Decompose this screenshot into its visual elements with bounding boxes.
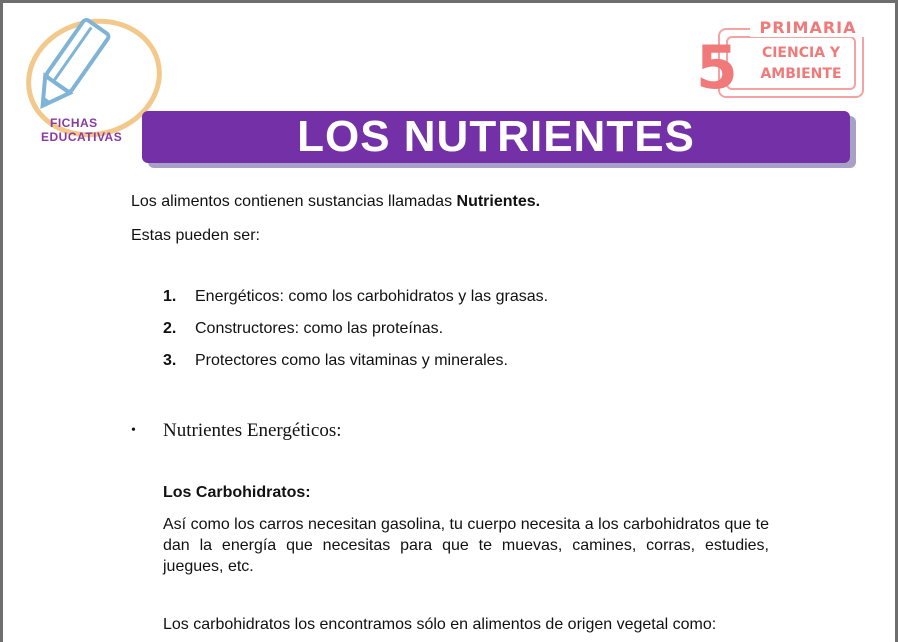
list-number: 3. xyxy=(163,352,177,369)
badge-level: PRIMARIA xyxy=(750,18,866,37)
list-number: 1. xyxy=(163,288,177,305)
logo-line1: FICHAS xyxy=(50,116,98,130)
badge-subject-line2: AMBIENTE xyxy=(760,66,842,82)
logo-line2: EDUCATIVAS xyxy=(41,130,123,144)
list-text: Energéticos: como los carbohidratos y las grasas. xyxy=(195,288,549,305)
badge-subject-line1: CIENCIA Y xyxy=(761,45,841,61)
list-item xyxy=(163,288,548,306)
intro-line1 xyxy=(131,192,540,211)
grade-badge xyxy=(696,18,870,104)
list-number: 2. xyxy=(163,320,177,337)
intro-line2: Estas pueden ser: xyxy=(131,227,260,244)
bullet-symbol: • xyxy=(131,423,136,438)
section-paragraph: Así como los carros necesitan gasolina, tu cuerpo necesita a los carbohidratos que te dan la energía que necesitas para que te muevas, camines, corras, estudies, juegues, etc. xyxy=(163,516,769,575)
bullet-text: Nutrientes Energéticos: xyxy=(163,420,342,441)
intro-text: Los alimentos contienen sustancias llamadas xyxy=(131,193,457,210)
intro-bold: Nutrientes. xyxy=(456,193,541,210)
list-item xyxy=(163,320,443,338)
section-heading: Los Carbohidratos: xyxy=(163,484,311,501)
list-item xyxy=(163,352,508,370)
badge-grade: 5 xyxy=(696,33,738,103)
list-text: Protectores como las vitaminas y minerales. xyxy=(195,352,508,369)
bullet-heading xyxy=(131,420,342,442)
title-banner xyxy=(142,111,850,163)
section-last-line: Los carbohidratos los encontramos sólo en alimentos de origen vegetal como: xyxy=(163,616,717,633)
page-title: LOS NUTRIENTES xyxy=(297,112,695,161)
list-text: Constructores: como las proteínas. xyxy=(195,320,444,337)
